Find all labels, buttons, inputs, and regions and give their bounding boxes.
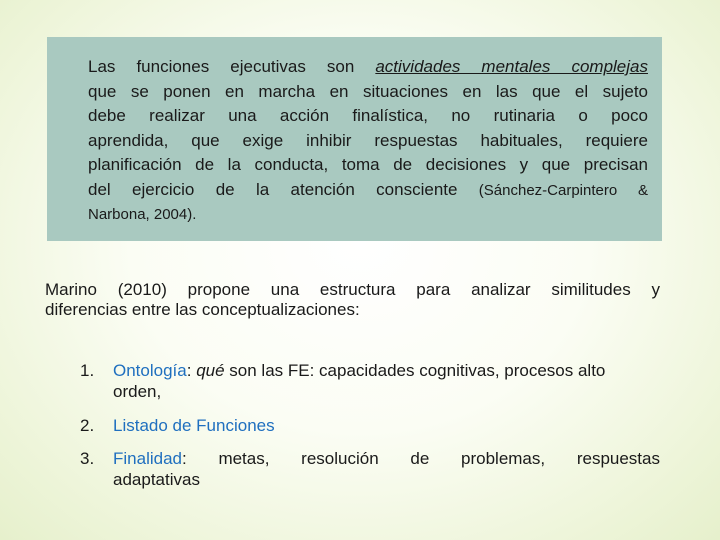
definition-quote xyxy=(88,55,648,228)
item-3-line-2: adaptativas xyxy=(113,470,200,489)
citation-part-1: (Sánchez-Carpintero & xyxy=(478,181,648,199)
list-number: 2. xyxy=(80,416,95,435)
list-item-body xyxy=(113,415,660,436)
quote-line-6-text: del ejercicio de la atención consciente xyxy=(88,179,479,199)
intro-line-2: diferencias entre las conceptualizaciones: xyxy=(45,300,360,319)
list-number: 3. xyxy=(80,449,95,468)
intro-line-1: Marino (2010) propone una estructura para analizar similitudes y xyxy=(45,280,660,299)
intro-paragraph xyxy=(45,280,660,320)
keyword-finalidad: Finalidad xyxy=(113,449,182,468)
quote-line-2: que se ponen en marcha en situaciones en las que el sujeto xyxy=(88,81,648,101)
keyword-ontologia: Ontología xyxy=(113,361,187,380)
quote-line-6 xyxy=(88,178,648,204)
list-item-ontologia xyxy=(80,360,660,402)
quote-emphasis: actividades mentales complejas xyxy=(375,57,648,76)
item-1-line-1 xyxy=(113,360,660,381)
list-item-body xyxy=(113,448,660,490)
numbered-list xyxy=(80,360,660,490)
item-1-sep: : xyxy=(186,361,197,380)
quote-line-1 xyxy=(88,55,648,80)
quote-line-3: debe realizar una acción finalística, no rutinaria o poco xyxy=(88,106,648,125)
quote-line-5: planificación de la conducta, toma de decisiones y que precisan xyxy=(88,155,648,174)
list-number: 1. xyxy=(80,361,95,380)
list-item-listado xyxy=(80,415,660,436)
keyword-listado-de-funciones: Listado de Funciones xyxy=(113,416,275,435)
item-1-line-2: orden, xyxy=(113,382,162,401)
italic-que: qué xyxy=(196,361,225,380)
item-3-line-1 xyxy=(113,448,660,469)
item-3-rest: : metas, resolución de problemas, respuestas xyxy=(182,449,660,468)
item-1-rest: son las FE: capacidades cognitivas, procesos alto xyxy=(224,361,606,380)
list-item-body xyxy=(113,360,660,402)
citation-part-2: Narbona, 2004). xyxy=(88,206,197,223)
quote-line-1-text: Las funciones ejecutivas son xyxy=(88,57,376,76)
quote-line-4: aprendida, que exige inhibir respuestas habituales, requiere xyxy=(88,130,648,150)
list-item-finalidad xyxy=(80,448,660,490)
definition-quote-box xyxy=(47,37,662,241)
